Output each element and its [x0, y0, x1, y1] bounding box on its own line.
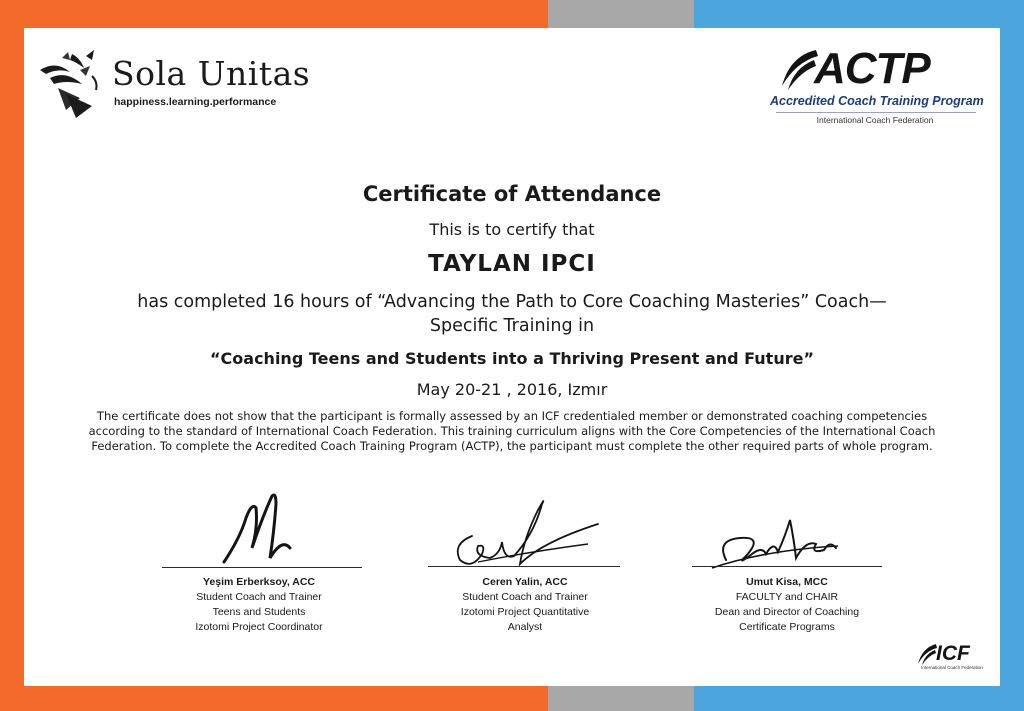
certify-line: This is to certify that [429, 220, 595, 239]
frame-left-orange [0, 0, 24, 711]
signatory-1 [154, 575, 364, 635]
frame-bottom-blue [694, 686, 1024, 711]
frame-top-orange [0, 0, 548, 28]
certificate-title: Certificate of Attendance [362, 182, 662, 206]
frame-right-blue [1000, 0, 1024, 711]
actp-logo [770, 40, 984, 128]
sola-unitas-name: Sola Unitas [112, 54, 311, 93]
actp-name: ACTP [814, 44, 930, 93]
sola-unitas-logo [36, 48, 311, 120]
swallows-icon [36, 48, 114, 120]
icf-name: ICF [936, 642, 970, 665]
signatory-role: Analyst [507, 621, 543, 633]
signatory-role: FACULTY and CHAIR [735, 591, 839, 603]
signatory-name: Yeşim Erberksoy, ACC [202, 576, 316, 588]
icf-logo [914, 642, 990, 672]
completion-line-1: has completed 16 hours of “Advancing the Path to Core Coaching Masteries” Coach— [137, 292, 887, 312]
signatory-role: Teens and Students [212, 606, 306, 618]
swoosh-icon [914, 642, 938, 666]
signature-1 [210, 488, 330, 568]
signatory-role: Certificate Programs [739, 621, 835, 633]
signature-line-1 [162, 567, 362, 568]
signature-2 [438, 494, 608, 574]
signatory-3 [682, 575, 892, 635]
signature-line-2 [428, 566, 620, 567]
signatory-role: Izotomi Project Coordinator [195, 621, 323, 633]
completion-line-2: Specific Training in [429, 316, 595, 336]
actp-org: International Coach Federation [816, 115, 934, 125]
signatory-role: Student Coach and Trainer [196, 591, 322, 603]
signatory-role: Student Coach and Trainer [462, 591, 588, 603]
disclaimer-text: The certificate does not show that the participant is formally assessed by an ICF credentialed member or demonstrated coaching competencies according to the standard of International Coach Federation. This training curriculum aligns with the Core Competencies of the International Coach Federation. To complete the Accredited Coach Training Program (ACTP), the participant must complete the other required parts of whole program. [88, 409, 936, 453]
signature-3 [706, 510, 846, 580]
actp-subtitle: Accredited Coach Training Program [770, 94, 984, 108]
signatory-role: Dean and Director of Coaching [714, 606, 860, 618]
signature-line-3 [692, 566, 882, 567]
training-date: May 20-21 , 2016, Izmır [416, 380, 608, 399]
frame-top-blue [694, 0, 1024, 28]
signatory-role: Izotomi Project Quantitative [460, 606, 590, 618]
actp-divider [776, 112, 976, 113]
frame-bottom-gray [548, 686, 694, 711]
signatory-name: Umut Kisa, MCC [746, 576, 828, 588]
participant-name: TAYLAN IPCI [428, 251, 596, 277]
signatory-name: Ceren Yalin, ACC [482, 576, 568, 588]
completion-statement [40, 290, 984, 338]
sola-unitas-tagline: happiness.learning.performance [114, 96, 277, 108]
icf-org: International Coach Federation [921, 665, 983, 670]
frame-top-gray [548, 0, 694, 28]
signatory-2 [420, 575, 630, 635]
frame-bottom-orange [0, 686, 548, 711]
program-title: “Coaching Teens and Students into a Thriving Present and Future” [210, 349, 814, 368]
